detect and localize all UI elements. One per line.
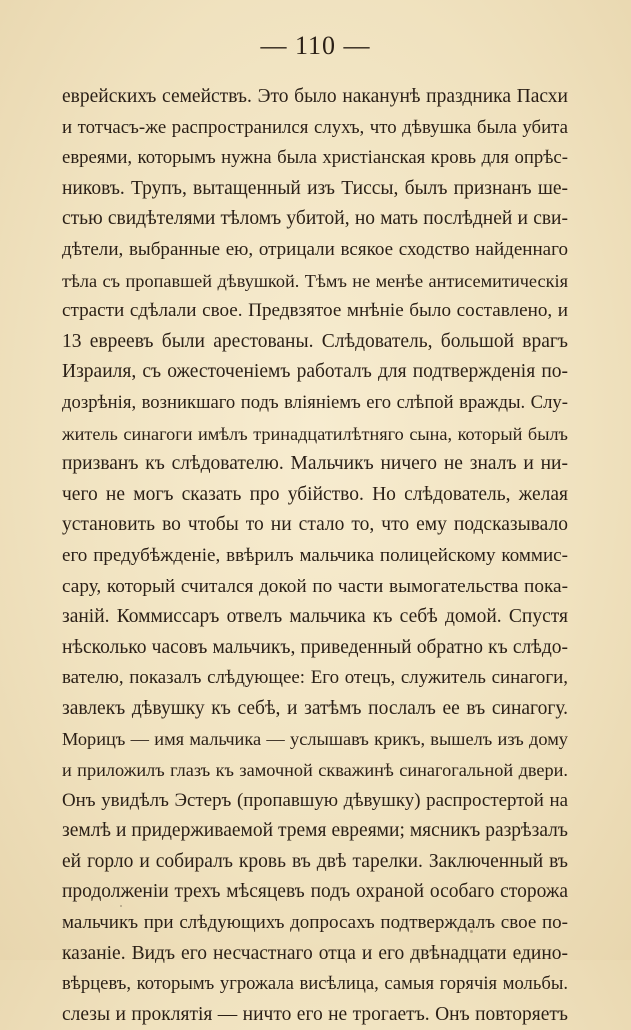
text-line: нѣсколько часовъ мальчикъ, приведенный обратно къ слѣдо- — [62, 636, 568, 658]
text-line: тѣла съ пропавшей дѣвушкой. Тѣмъ не менѣе антисемитическія — [62, 270, 568, 291]
text-line: еврейскихъ семействъ. Это было наканунѣ праздника Пасхи — [62, 86, 568, 107]
text-line: страсти сдѣлали свое. Предвзятое мнѣніе было составлено, и — [62, 300, 568, 322]
text-line: дозрѣнія, возникшаго подъ вліяніемъ его слѣпой вражды. Слу- — [62, 391, 568, 413]
text-line: заній. Коммиссаръ отвелъ мальчика къ себѣ домой. Спустя — [62, 606, 568, 628]
body-text — [62, 82, 568, 1030]
text-line: вателю, показалъ слѣдующее: Его отецъ, служитель синагоги, — [62, 667, 568, 689]
text-line: евреями, которымъ нужна была христіанская кровь для опрѣс- — [62, 147, 568, 169]
page-number: — 110 — — [260, 31, 371, 60]
text-line: и тотчасъ-же распространился слухъ, что дѣвушка была убита — [62, 116, 568, 138]
text-line: чего не могъ сказать про убійство. Но слѣдователь, желая — [62, 483, 568, 505]
text-line: землѣ и придерживаемой тремя евреями; мясникъ разрѣзалъ — [62, 820, 568, 842]
text-line: сару, который считался докой по части вымогательства пока- — [62, 575, 568, 597]
text-line: мальчикъ при слѣдующихъ допросахъ подтверждалъ свое по- — [62, 912, 568, 934]
text-line: и приложилъ глазъ къ замочной скважинѣ синагогальной двери. — [62, 760, 568, 781]
text-line: дѣтели, выбранные ею, отрицали всякое сходство найденнаго — [62, 238, 568, 260]
text-line: установить во чтобы то ни стало то, что ему подсказывало — [62, 514, 568, 536]
text-line: слезы и проклятія — ничто его не трогаетъ. Онъ повторяетъ — [62, 1003, 568, 1025]
text-line: казаніе. Видъ его несчастнаго отца и его двѣнадцати едино- — [62, 942, 568, 964]
paper-speck — [120, 905, 122, 907]
text-line: никовъ. Трупъ, вытащенный изъ Тиссы, былъ признанъ ше- — [62, 177, 568, 199]
text-line: 13 евреевъ были арестованы. Слѣдователь, большой врагъ — [62, 330, 568, 352]
text-line: Морицъ — имя мальчика — услышавъ крикъ, вышелъ изъ дому — [62, 729, 568, 750]
text-line: стью свидѣтелями тѣломъ убитой, но мать послѣдней и сви- — [62, 208, 568, 230]
text-line: его предубѣжденіе, ввѣрилъ мальчика полицейскому коммис- — [62, 544, 568, 566]
text-line: продолженіи трехъ мѣсяцевъ подъ охраной особаго сторожа — [62, 881, 568, 903]
text-line: призванъ къ слѣдователю. Мальчикъ ничего не зналъ и ни- — [62, 453, 568, 475]
text-line: Израиля, съ ожесточеніемъ работалъ для подтвержденія по- — [62, 361, 568, 383]
text-line: Онъ увидѣлъ Эстеръ (пропавшую дѣвушку) распростертой на — [62, 789, 568, 811]
text-line: ей горло и собиралъ кровь въ двѣ тарелки. Заключенный въ — [62, 850, 568, 872]
text-line: житель синагоги имѣлъ тринадцатилѣтняго сына, который былъ — [62, 423, 568, 444]
text-line: завлекъ дѣвушку къ себѣ, и затѣмъ послалъ ее въ синагогу. — [62, 697, 568, 719]
paper-speck — [470, 930, 473, 933]
text-line: вѣрцевъ, которымъ угрожала висѣлица, самыя горячія мольбы. — [62, 973, 568, 995]
